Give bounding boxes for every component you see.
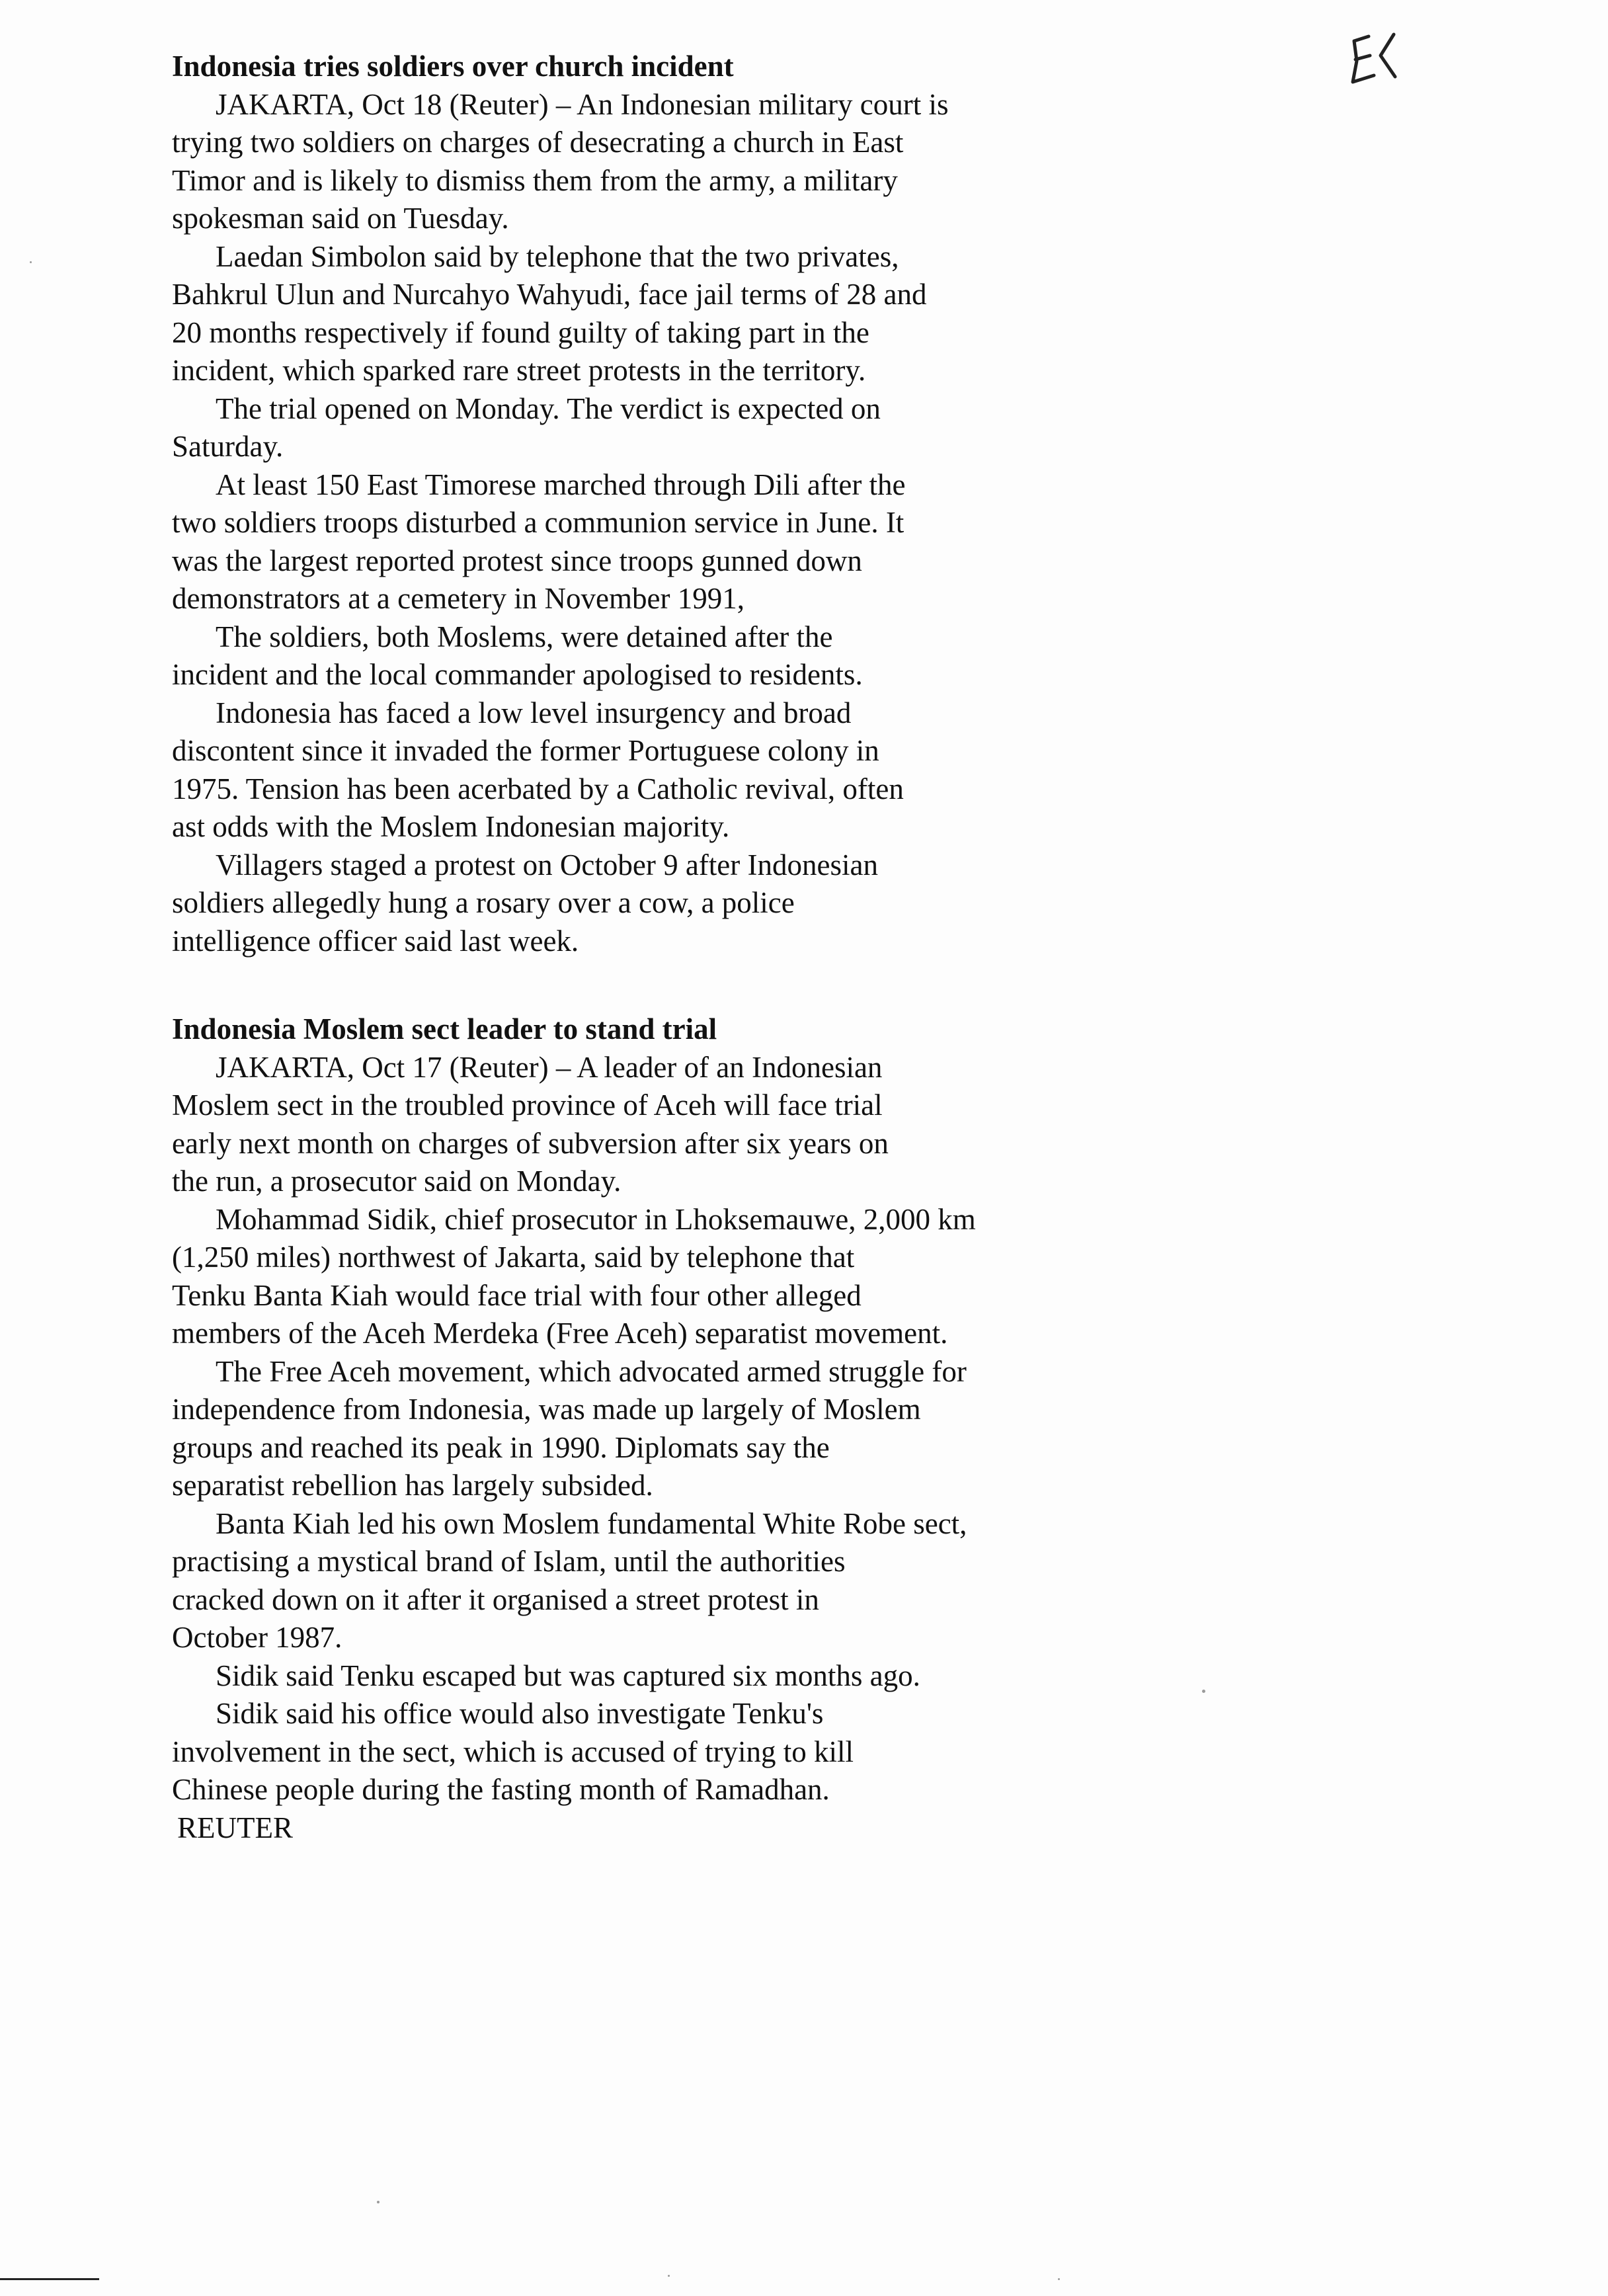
scan-speck (1058, 2278, 1060, 2280)
article-paragraph (172, 390, 1428, 466)
text-line: was the largest reported protest since troops gunned down (172, 544, 862, 577)
text-line: the run, a prosecutor said on Monday. (172, 1165, 622, 1198)
article-paragraph (172, 1505, 1428, 1657)
text-line: The trial opened on Monday. The verdict is expected on (216, 391, 881, 425)
text-line: Mohammad Sidik, chief prosecutor in Lhoksemauwe, 2,000 km (216, 1202, 976, 1236)
article-paragraph (172, 1695, 1428, 1809)
text-line: The soldiers, both Moslems, were detained after the (216, 620, 833, 653)
article-paragraph (172, 1049, 1428, 1201)
text-line: Sidik said Tenku escaped but was captured six months ago. (216, 1659, 920, 1692)
text-line: groups and reached its peak in 1990. Diplomats say the (172, 1430, 830, 1464)
article-paragraph (172, 1657, 1428, 1696)
article-headline: Indonesia tries soldiers over church incident (172, 50, 734, 83)
text-line: intelligence officer said last week. (172, 924, 579, 958)
text-line: practising a mystical brand of Islam, until the authorities (172, 1545, 846, 1578)
text-line: Saturday. (172, 430, 284, 463)
text-line: early next month on charges of subversion after six years on (172, 1126, 889, 1160)
article-headline: Indonesia Moslem sect leader to stand trial (172, 1012, 717, 1046)
scan-edge-rule (0, 2278, 99, 2280)
text-line: JAKARTA, Oct 17 (Reuter) – A leader of an Indonesian (216, 1050, 883, 1084)
article-paragraph (172, 238, 1428, 390)
text-line: Moslem sect in the troubled province of Aceh will face trial (172, 1088, 883, 1122)
text-line: Banta Kiah led his own Moslem fundamental White Robe sect, (216, 1506, 967, 1540)
text-line: Indonesia has faced a low level insurgency and broad (216, 696, 852, 729)
article-1 (172, 48, 1428, 960)
article-paragraph (172, 846, 1428, 961)
text-line: involvement in the sect, which is accused of trying to kill (172, 1735, 854, 1768)
scan-speck (377, 2201, 380, 2203)
text-line: Villagers staged a protest on October 9 after Indonesian (216, 848, 878, 882)
article-paragraph (172, 1353, 1428, 1505)
text-line: incident and the local commander apologised to residents. (172, 658, 863, 691)
article-paragraph (172, 694, 1428, 846)
text-line: 1975. Tension has been acerbated by a Catholic revival, often (172, 772, 904, 805)
text-line: 20 months respectively if found guilty of taking part in the (172, 315, 869, 349)
text-line: Sidik said his office would also investigate Tenku's (216, 1697, 824, 1730)
text-line: discontent since it invaded the former Portuguese colony in (172, 734, 879, 767)
article-2 (172, 1010, 1428, 1847)
text-line: separatist rebellion has largely subsided. (172, 1469, 653, 1502)
text-line: October 1987. (172, 1621, 342, 1654)
text-line: soldiers allegedly hung a rosary over a cow, a police (172, 886, 795, 919)
text-line: two soldiers troops disturbed a communion service in June. It (172, 506, 904, 539)
text-line: independence from Indonesia, was made up largely of Moslem (172, 1393, 921, 1426)
text-line: Timor and is likely to dismiss them from the army, a military (172, 163, 898, 197)
text-line: spokesman said on Tuesday. (172, 202, 509, 235)
scan-speck (1202, 1690, 1205, 1693)
text-line: ast odds with the Moslem Indonesian majority. (172, 810, 730, 843)
scan-speck (30, 261, 32, 263)
article-signoff: REUTER (177, 1811, 293, 1844)
text-line: members of the Aceh Merdeka (Free Aceh) separatist movement. (172, 1317, 948, 1350)
text-line: Chinese people during the fasting month of Ramadhan. (172, 1773, 830, 1806)
text-line: JAKARTA, Oct 18 (Reuter) – An Indonesian military court is (216, 87, 949, 121)
article-paragraph (172, 466, 1428, 618)
article-paragraph (172, 618, 1428, 694)
text-line: cracked down on it after it organised a street protest in (172, 1582, 819, 1616)
article-paragraph (172, 1201, 1428, 1353)
text-line: Laedan Simbolon said by telephone that the two privates, (216, 239, 899, 273)
text-line: Bahkrul Ulun and Nurcahyo Wahyudi, face jail terms of 28 and (172, 278, 927, 311)
text-line: incident, which sparked rare street protests in the territory. (172, 354, 866, 387)
text-line: demonstrators at a cemetery in November 1991, (172, 582, 744, 615)
scan-speck (668, 2275, 670, 2277)
document-body (172, 48, 1428, 1847)
text-line: At least 150 East Timorese marched through Dili after the (216, 468, 906, 501)
text-line: Tenku Banta Kiah would face trial with four other alleged (172, 1278, 862, 1312)
text-line: trying two soldiers on charges of desecrating a church in East (172, 126, 904, 159)
text-line: (1,250 miles) northwest of Jakarta, said by telephone that (172, 1241, 855, 1274)
text-line: The Free Aceh movement, which advocated armed struggle for (216, 1354, 967, 1388)
article-paragraph (172, 86, 1428, 238)
